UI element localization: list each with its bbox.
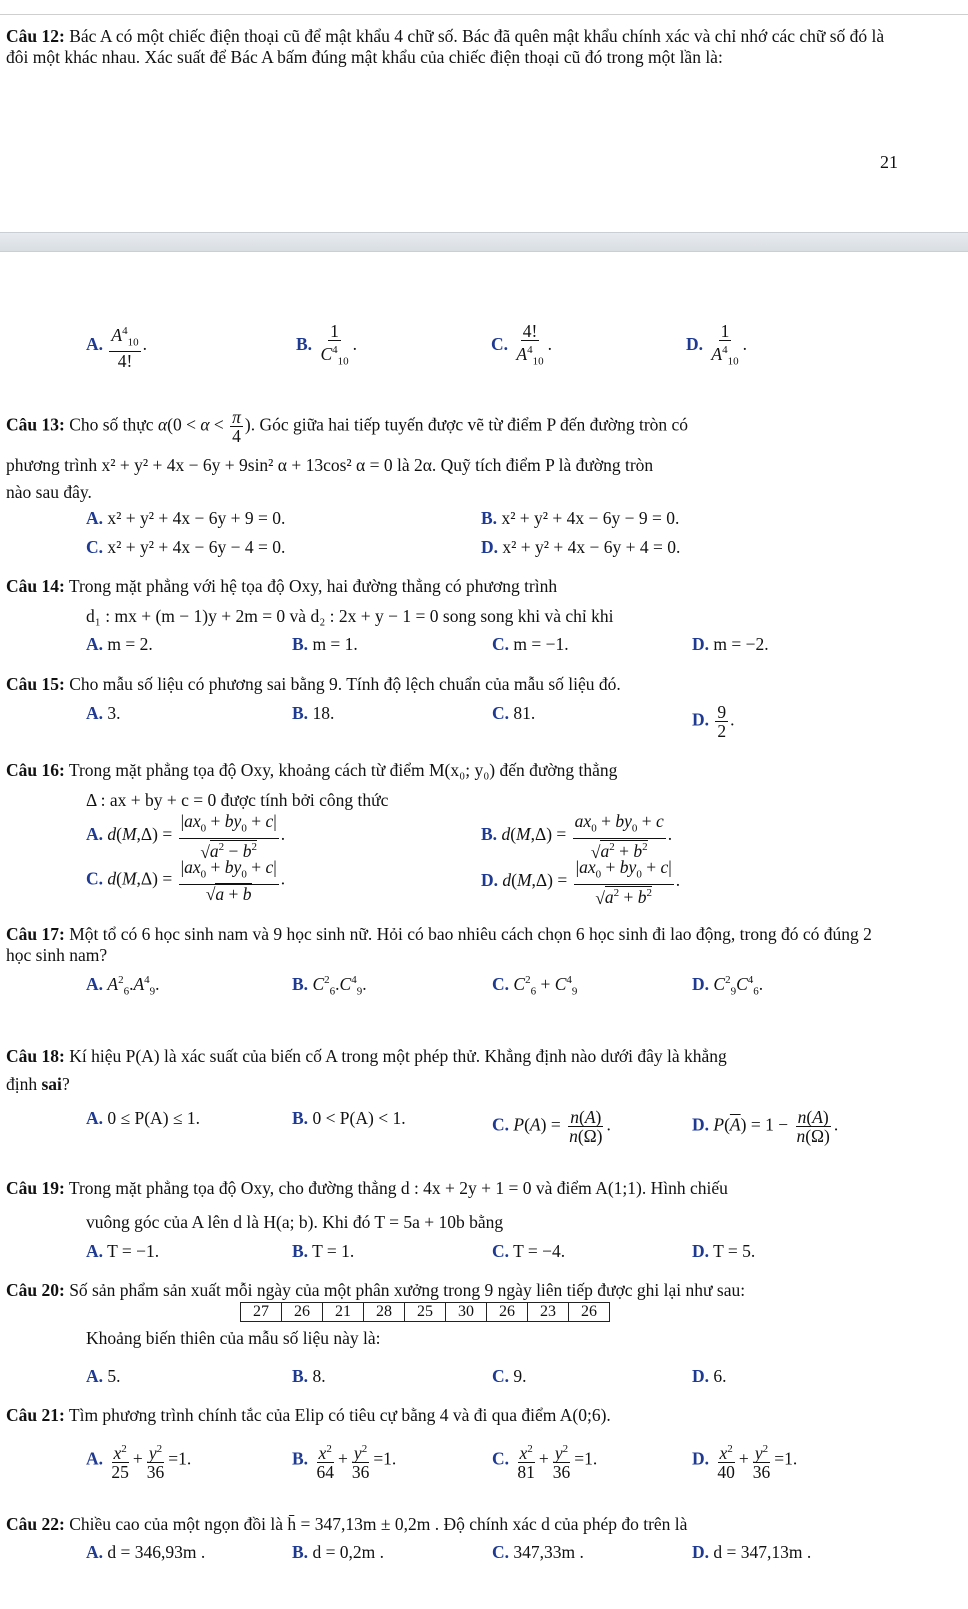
page-break-band [0, 232, 968, 252]
option-a: A. $\frac{A^4_{10}}{4!}$ . [86, 322, 147, 370]
option-d: D. $C^2_9C^4_6$. [692, 974, 764, 998]
option-c: C. 9. [492, 1366, 527, 1386]
option-b: B. d(M,Δ) = $\frac{ax_0 + by_0 + c}{√a^2 + b^2}$ . [481, 811, 673, 862]
option-a: A. $A^2_6.A^4_9$. [86, 974, 160, 998]
question-number: Câu 12: [6, 26, 65, 46]
option-c: C. d(M,Δ) = $\frac{|ax_0 + by_0 + c|}{√a + b}$ . [86, 857, 286, 904]
data-cell: 26 [282, 1303, 323, 1322]
question-13: Câu 13: Cho số thực α(0 < α < $\frac{\pi}{4}$ ). Góc giữa hai tiếp tuyến được vẽ từ điểm P đến đường tròn có [6, 407, 689, 446]
option-c: C. x² + y² + 4x − 6y − 4 = 0. [86, 537, 286, 557]
question-18-line2: định sai? [6, 1074, 70, 1094]
data-table [240, 1302, 610, 1322]
option-a: A. 5. [86, 1366, 121, 1386]
question-14-line2: d₁ : mx + (m − 1)y + 2m = 0 và d₂ : 2x + y − 1 = 0 song song khi và chỉ khi [86, 606, 614, 626]
option-b: B. $\frac{1}{C^4_{10}}$ . [296, 321, 357, 368]
option-b: B. 8. [292, 1366, 326, 1386]
question-17: Câu 17: Một tổ có 6 học sinh nam và 9 học sinh nữ. Hỏi có bao nhiêu cách chọn 6 học sinh đi lao động, trong đó có đúng 2 học sinh nam? [6, 924, 872, 965]
option-a: A. $\frac{x^2}{25}$ + $\frac{y^2}{36}$ =1. [86, 1440, 191, 1481]
question-21: Câu 21: Tìm phương trình chính tắc của Elip có tiêu cự bằng 4 và đi qua điểm A(0;6). [6, 1405, 611, 1425]
option-b: B. m = 1. [292, 634, 358, 654]
option-c: C. $C^2_6 + C^4_9$ [492, 974, 578, 998]
data-cell: 21 [323, 1303, 364, 1322]
option-b: B. $C^2_6.C^4_9$. [292, 974, 367, 998]
data-cell: 27 [241, 1303, 282, 1322]
question-16-line2: Δ : ax + by + c = 0 được tính bởi công thức [86, 790, 389, 810]
question-19-line2: vuông góc của A lên d là H(a; b). Khi đó T = 5a + 10b bằng [86, 1212, 504, 1232]
question-18: Câu 18: Kí hiệu P(A) là xác suất của biến cố A trong một phép thử. Khẳng định nào dưới đây là khẳng [6, 1046, 727, 1066]
option-b: B. 18. [292, 703, 335, 723]
option-b: B. 0 < P(A) < 1. [292, 1108, 406, 1128]
option-d: D. $\frac{x^2}{40}$ + $\frac{y^2}{36}$ =1. [692, 1440, 797, 1481]
option-c: C. $\frac{4!}{A^4_{10}}$ . [491, 321, 552, 368]
option-a: A. d(M,Δ) = $\frac{|ax_0 + by_0 + c|}{√a^2 - b^2}$ . [86, 811, 286, 862]
data-cell: 30 [446, 1303, 487, 1322]
option-a: A. m = 2. [86, 634, 153, 654]
option-c: C. $\frac{x^2}{81}$ + $\frac{y^2}{36}$ =1. [492, 1440, 597, 1481]
data-cell: 26 [569, 1303, 610, 1322]
question-12 [6, 26, 896, 68]
data-cell: 25 [405, 1303, 446, 1322]
option-c: C. T = −4. [492, 1241, 566, 1261]
option-a: A. x² + y² + 4x − 6y + 9 = 0. [86, 508, 286, 528]
question-13-line3: nào sau đây. [6, 482, 92, 502]
question-22: Câu 22: Chiều cao của một ngọn đồi là h̄ = 347,13m ± 0,2m . Độ chính xác d của phép đo trên là [6, 1514, 688, 1534]
question-14: Câu 14: Trong mặt phẳng với hệ tọa độ Oxy, hai đường thẳng có phương trình [6, 576, 558, 596]
question-text: Bác A có một chiếc điện thoại cũ để mật khẩu 4 chữ số. Bác đã quên mật khẩu chính xác và chỉ nhớ các chữ số đó là đôi một khác nhau. Xác suất để Bác A bấm đúng mật khẩu của chiếc điện thoại cũ đó trong một lần là: [6, 26, 885, 67]
top-divider [0, 14, 968, 15]
option-d: D. $\frac{9}{2}$ . [692, 702, 735, 741]
option-b: B. $\frac{x^2}{64}$ + $\frac{y^2}{36}$ =1. [292, 1440, 396, 1481]
option-d: D. $\frac{1}{A^4_{10}}$ . [686, 321, 747, 368]
option-d: D. d = 347,13m . [692, 1542, 812, 1562]
option-a: A. 0 ≤ P(A) ≤ 1. [86, 1108, 201, 1128]
data-cell: 28 [364, 1303, 405, 1322]
data-cell: 26 [487, 1303, 528, 1322]
option-d: D. 6. [692, 1366, 727, 1386]
option-d: D. m = −2. [692, 634, 769, 654]
option-b: B. d = 0,2m . [292, 1542, 385, 1562]
option-b: B. T = 1. [292, 1241, 355, 1261]
option-d: D. d(M,Δ) = $\frac{|ax_0 + by_0 + c|}{√a^2 + b^2}$ . [481, 857, 681, 908]
option-c: C. 81. [492, 703, 536, 723]
option-b: B. x² + y² + 4x − 6y − 9 = 0. [481, 508, 680, 528]
question-20: Câu 20: Số sản phẩm sản xuất mỗi ngày của một phân xưởng trong 9 ngày liên tiếp được ghi lại như sau: [6, 1280, 746, 1300]
question-20-line2: Khoảng biến thiên của mẫu số liệu này là: [86, 1328, 381, 1348]
option-a: A. 3. [86, 703, 121, 723]
option-d: D. $P(\overline{A}) = 1$ − $\frac{n(A)}{n(\Omega)}$ . [692, 1107, 839, 1146]
option-d: D. T = 5. [692, 1241, 756, 1261]
question-15: Câu 15: Cho mẫu số liệu có phương sai bằng 9. Tính độ lệch chuẩn của mẫu số liệu đó. [6, 674, 621, 694]
data-cell: 23 [528, 1303, 569, 1322]
option-c: C. P(A) = $\frac{n(A)}{n(\Omega)}$ . [492, 1107, 611, 1146]
question-13-line2: phương trình x² + y² + 4x − 6y + 9sin² α + 13cos² α = 0 là 2α. Quỹ tích điểm P là đường tròn [6, 455, 654, 475]
option-a: A. d = 346,93m . [86, 1542, 206, 1562]
option-d: D. x² + y² + 4x − 6y + 4 = 0. [481, 537, 681, 557]
option-c: C. m = −1. [492, 634, 569, 654]
question-19: Câu 19: Trong mặt phẳng tọa độ Oxy, cho đường thẳng d : 4x + 2y + 1 = 0 và điểm A(1;1). Hình chiếu [6, 1178, 728, 1198]
question-16: Câu 16: Trong mặt phẳng tọa độ Oxy, khoảng cách từ điểm M(x₀; y₀) đến đường thẳng [6, 760, 618, 780]
option-c: C. 347,33m . [492, 1542, 584, 1562]
page-number: 21 [880, 152, 898, 172]
option-a: A. T = −1. [86, 1241, 160, 1261]
